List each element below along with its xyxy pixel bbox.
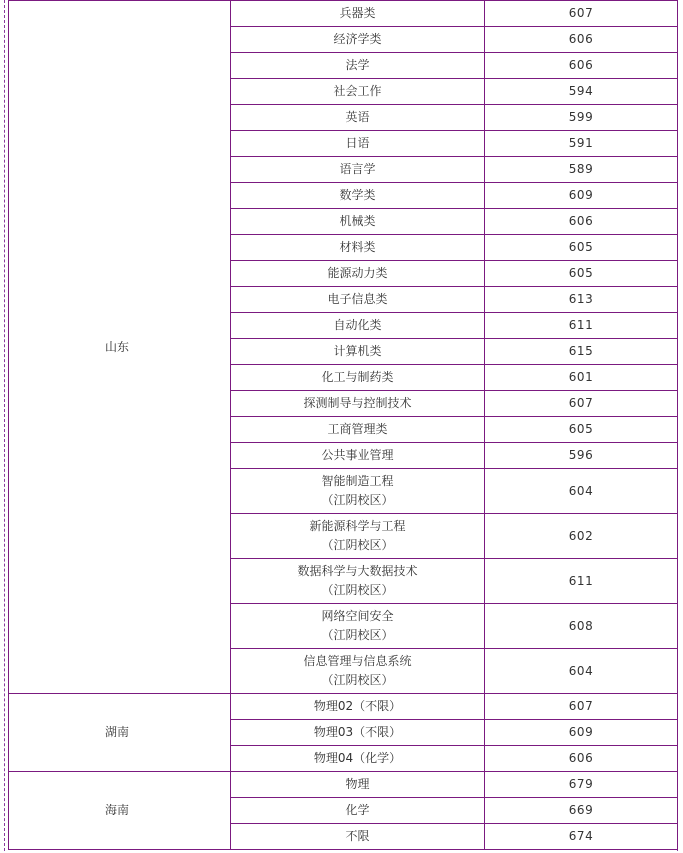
major-cell [231,287,485,313]
score-cell: 607 [485,391,678,417]
major-cell [231,27,485,53]
score-cell: 606 [485,53,678,79]
major-name: 探测制导与控制技术 [303,396,412,410]
table-row [9,694,678,720]
major-name: 能源动力类 [327,266,388,280]
score-cell: 605 [485,235,678,261]
score-cell: 604 [485,469,678,514]
major-cell [231,443,485,469]
score-cell: 611 [485,559,678,604]
major-cell [231,772,485,798]
score-cell: 669 [485,798,678,824]
campus-note: （江阴校区） [321,538,394,552]
major-name: 物理03（不限） [313,725,402,739]
score-cell: 611 [485,313,678,339]
major-name: 电子信息类 [327,292,388,306]
score-cell: 604 [485,649,678,694]
admission-score-table [8,0,678,850]
major-cell [231,824,485,850]
major-cell [231,235,485,261]
score-cell: 601 [485,365,678,391]
major-cell [231,105,485,131]
major-cell [231,79,485,105]
major-cell [231,183,485,209]
score-cell: 606 [485,746,678,772]
province-cell: 海南 [9,772,231,850]
major-name: 工商管理类 [327,422,388,436]
major-cell [231,720,485,746]
major-name: 机械类 [339,214,376,228]
major-cell [231,365,485,391]
major-name: 信息管理与信息系统 [303,654,412,668]
major-name: 物理02（不限） [313,699,402,713]
major-cell [231,1,485,27]
table-body [9,1,678,850]
major-name: 兵器类 [339,6,376,20]
major-cell [231,559,485,604]
major-cell [231,746,485,772]
major-name: 材料类 [339,240,376,254]
major-cell [231,469,485,514]
major-name: 法学 [345,58,370,72]
score-cell: 607 [485,1,678,27]
major-name: 智能制造工程 [321,474,394,488]
score-cell: 606 [485,27,678,53]
campus-note: （江阴校区） [321,493,394,507]
campus-note: （江阴校区） [321,673,394,687]
province-cell: 山东 [9,1,231,694]
major-cell [231,157,485,183]
major-name: 公共事业管理 [321,448,394,462]
province-cell: 湖南 [9,694,231,772]
major-name: 英语 [345,110,370,124]
score-cell: 609 [485,183,678,209]
major-cell [231,391,485,417]
major-name: 日语 [345,136,370,150]
score-cell: 674 [485,824,678,850]
score-cell: 605 [485,417,678,443]
major-cell [231,261,485,287]
score-cell: 608 [485,604,678,649]
major-name: 经济学类 [333,32,382,46]
score-cell: 596 [485,443,678,469]
score-cell: 607 [485,694,678,720]
table-row [9,772,678,798]
table-row [9,1,678,27]
major-name: 物理04（化学） [313,751,402,765]
major-name: 化学 [345,803,370,817]
major-name: 数据科学与大数据技术 [297,564,418,578]
major-cell [231,313,485,339]
major-name: 物理 [345,777,370,791]
score-cell: 613 [485,287,678,313]
score-cell: 606 [485,209,678,235]
score-cell: 594 [485,79,678,105]
major-cell [231,131,485,157]
major-name: 不限 [345,829,370,843]
score-cell: 602 [485,514,678,559]
score-cell: 609 [485,720,678,746]
campus-note: （江阴校区） [321,628,394,642]
major-name: 化工与制药类 [321,370,394,384]
score-cell: 591 [485,131,678,157]
score-cell: 599 [485,105,678,131]
major-cell [231,53,485,79]
score-cell: 679 [485,772,678,798]
score-cell: 589 [485,157,678,183]
major-cell [231,694,485,720]
major-cell [231,649,485,694]
major-name: 计算机类 [333,344,382,358]
major-cell [231,339,485,365]
major-cell [231,604,485,649]
major-name: 自动化类 [333,318,382,332]
major-name: 语言学 [339,162,376,176]
major-name: 新能源科学与工程 [309,519,406,533]
score-cell: 605 [485,261,678,287]
major-name: 网络空间安全 [321,609,394,623]
major-name: 数学类 [339,188,376,202]
campus-note: （江阴校区） [321,583,394,597]
major-cell [231,209,485,235]
score-cell: 615 [485,339,678,365]
major-cell [231,514,485,559]
major-cell [231,798,485,824]
major-name: 社会工作 [333,84,382,98]
major-cell [231,417,485,443]
